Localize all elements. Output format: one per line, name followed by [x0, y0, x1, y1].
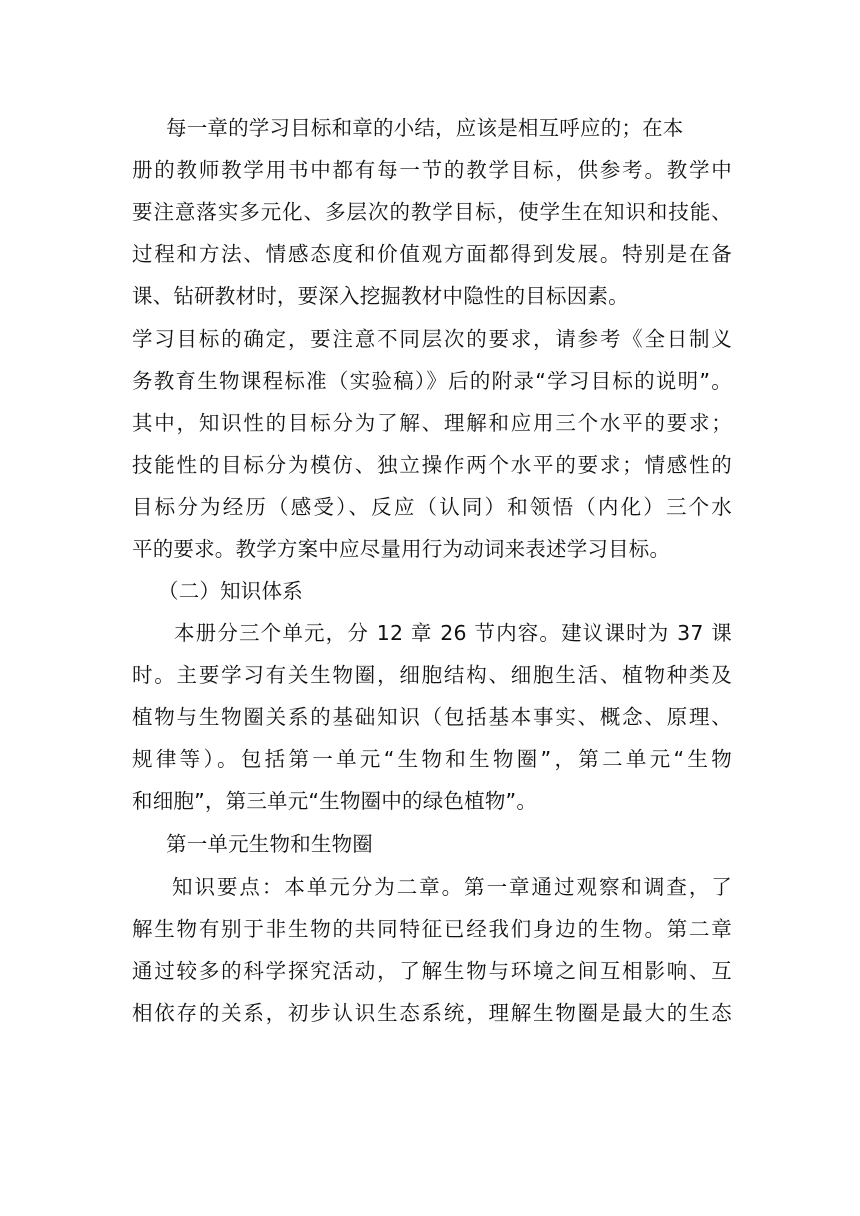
unit-heading: 第一单元生物和生物圈 — [166, 832, 373, 856]
paragraph-3-line-5: 和细胞”，第三单元“生物圈中的绿色植物”。 — [132, 789, 538, 813]
paragraph-3-line-4: 规律等）。包括第一单元“生物和生物圈”，第二单元“生物 — [132, 747, 732, 771]
paragraph-2-line-6: 平的要求。教学方案中应尽量用行为动词来表述学习目标。 — [132, 537, 671, 561]
paragraph-2-line-3: 其中，知识性的目标分为了解、理解和应用三个水平的要求； — [132, 411, 732, 435]
paragraph-1-line-1: 每一章的学习目标和章的小结，应该是相互呼应的；在本 — [166, 116, 684, 140]
paragraph-2-line-1: 学习目标的确定，要注意不同层次的要求，请参考《全日制义 — [132, 327, 732, 351]
paragraph-3-line-3: 植物与生物圈关系的基础知识（包括基本事实、概念、原理、 — [132, 705, 732, 729]
section-heading-knowledge-system: （二）知识体系 — [158, 579, 303, 603]
paragraph-4-line-4: 相依存的关系，初步认识生态系统，理解生物圈是最大的生态 — [132, 1001, 732, 1025]
paragraph-4-line-1: 知识要点：本单元分为二章。第一章通过观察和调查，了 — [172, 875, 732, 899]
paragraph-1-line-5: 课、钻研教材时，要深入挖掘教材中隐性的目标因素。 — [132, 284, 629, 308]
paragraph-1-line-3: 要注意落实多元化、多层次的教学目标，使学生在知识和技能、 — [132, 200, 732, 224]
paragraph-3-line-2: 时。主要学习有关生物圈，细胞结构、细胞生活、植物种类及 — [132, 663, 732, 687]
paragraph-2-line-5: 目标分为经历（感受）、反应（认同）和领悟（内化）三个水 — [132, 495, 732, 519]
paragraph-4-line-2: 解生物有别于非生物的共同特征已经我们身边的生物。第二章 — [132, 917, 732, 941]
paragraph-2-line-4: 技能性的目标分为模仿、独立操作两个水平的要求；情感性的 — [132, 453, 732, 477]
paragraph-1-line-4: 过程和方法、情感态度和价值观方面都得到发展。特别是在备 — [132, 242, 732, 266]
paragraph-3-line-1: 本册分三个单元，分 12 章 26 节内容。建议课时为 37 课 — [174, 621, 732, 645]
paragraph-1-line-2: 册的教师教学用书中都有每一节的教学目标，供参考。教学中 — [132, 158, 732, 182]
paragraph-4-line-3: 通过较多的科学探究活动，了解生物与环境之间互相影响、互 — [132, 959, 732, 983]
paragraph-2-line-2: 务教育生物课程标准（实验稿）》后的附录“学习目标的说明”。 — [132, 369, 732, 393]
